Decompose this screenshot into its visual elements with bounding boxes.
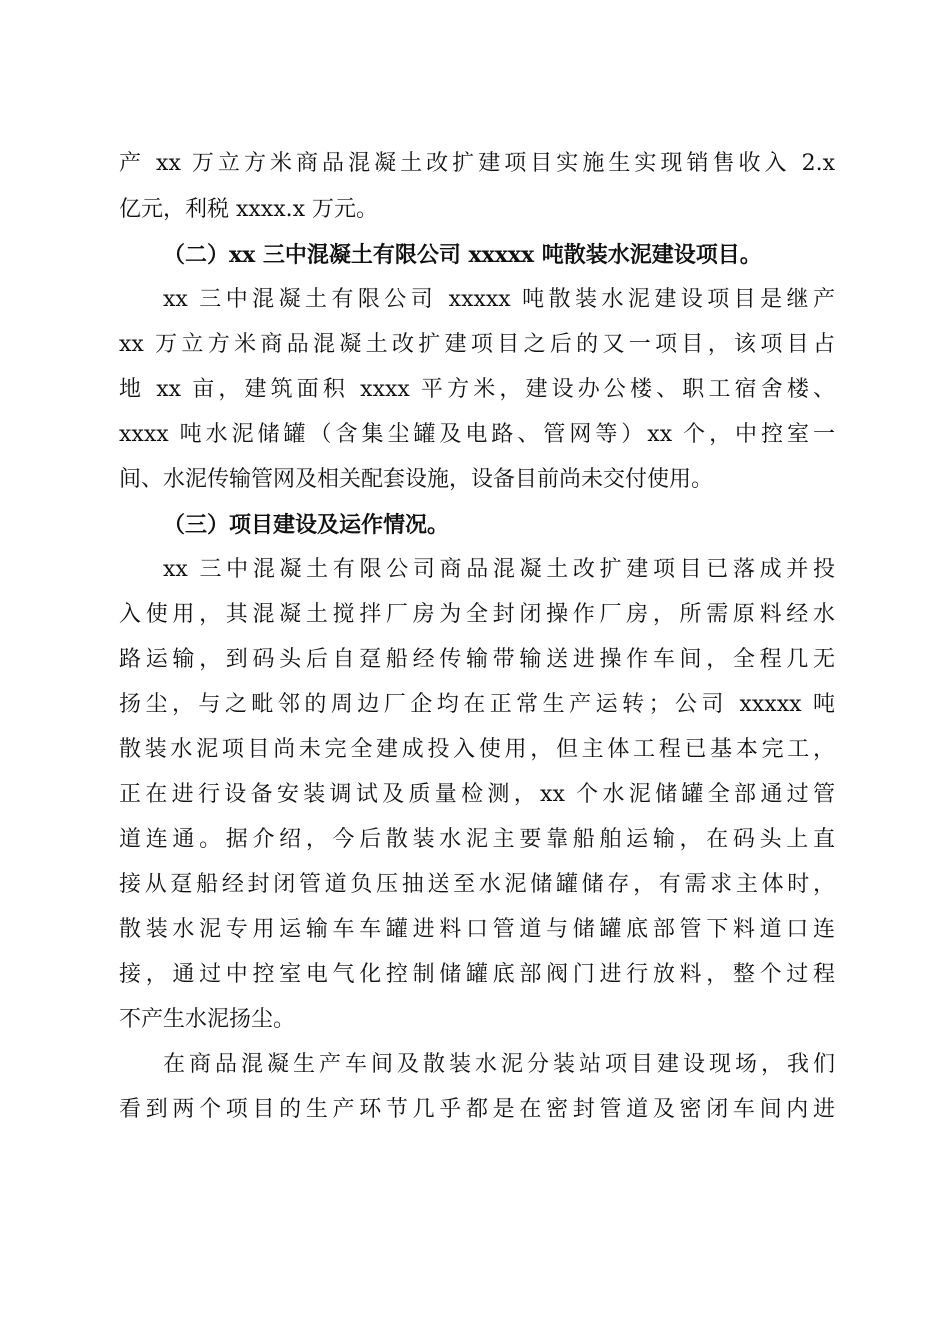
section-heading: （三）项目建设及运作情况。 [163,512,450,538]
paragraph-line: 散装水泥项目尚未完全建成投入使用，但主体工程已基本完工， [119,737,835,762]
paragraph-line: 亿元，利税 xxxx.x 万元。 [119,197,379,222]
paragraph-line: xx 三中混凝土有限公司商品混凝土改扩建项目已落成并投 [163,557,835,582]
paragraph-line: 道连通。据介绍，今后散装水泥主要靠船舶运输，在码头上直 [119,827,835,852]
paragraph-line: 正在进行设备安装调试及质量检测，xx 个水泥储罐全部通过管 [119,782,835,807]
paragraph-line: 路运输，到码头后自趸船经传输带输送进操作车间，全程几无 [119,647,835,672]
paragraph-line: 产 xx 万立方米商品混凝土改扩建项目实施生实现销售收入 2.x [119,151,835,176]
paragraph-line: 接从趸船经封闭管道负压抽送至水泥储罐储存，有需求主体时， [119,872,835,897]
section-heading: （二）xx 三中混凝土有限公司 xxxxx 吨散装水泥建设项目。 [163,242,762,268]
paragraph-line: xxxx 吨水泥储罐（含集尘罐及电路、管网等）xx 个，中控室一 [119,422,835,447]
paragraph-line: 散装水泥专用运输车车罐进料口管道与储罐底部管下料道口连 [119,917,835,942]
paragraph-line: 地 xx 亩，建筑面积 xxxx 平方米，建设办公楼、职工宿舍楼、 [119,377,835,402]
paragraph-line: xx 万立方米商品混凝土改扩建项目之后的又一项目，该项目占 [119,332,835,357]
paragraph-line: 扬尘，与之毗邻的周边厂企均在正常生产运转；公司 xxxxx 吨 [119,692,835,717]
paragraph-line: 入使用，其混凝土搅拌厂房为全封闭操作厂房，所需原料经水 [119,602,835,627]
paragraph-line: 不产生水泥扬尘。 [119,1007,296,1032]
paragraph-line: 接，通过中控室电气化控制储罐底部阀门进行放料，整个过程 [119,962,835,987]
paragraph-line: 看到两个项目的生产环节几乎都是在密封管道及密闭车间内进 [119,1097,835,1122]
paragraph-line: 在商品混凝生产车间及散装水泥分装站项目建设现场，我们 [163,1052,835,1077]
paragraph-line: xx 三中混凝土有限公司 xxxxx 吨散装水泥建设项目是继产 [163,287,835,312]
paragraph-line: 间、水泥传输管网及相关配套设施，设备目前尚未交付使用。 [119,467,714,492]
